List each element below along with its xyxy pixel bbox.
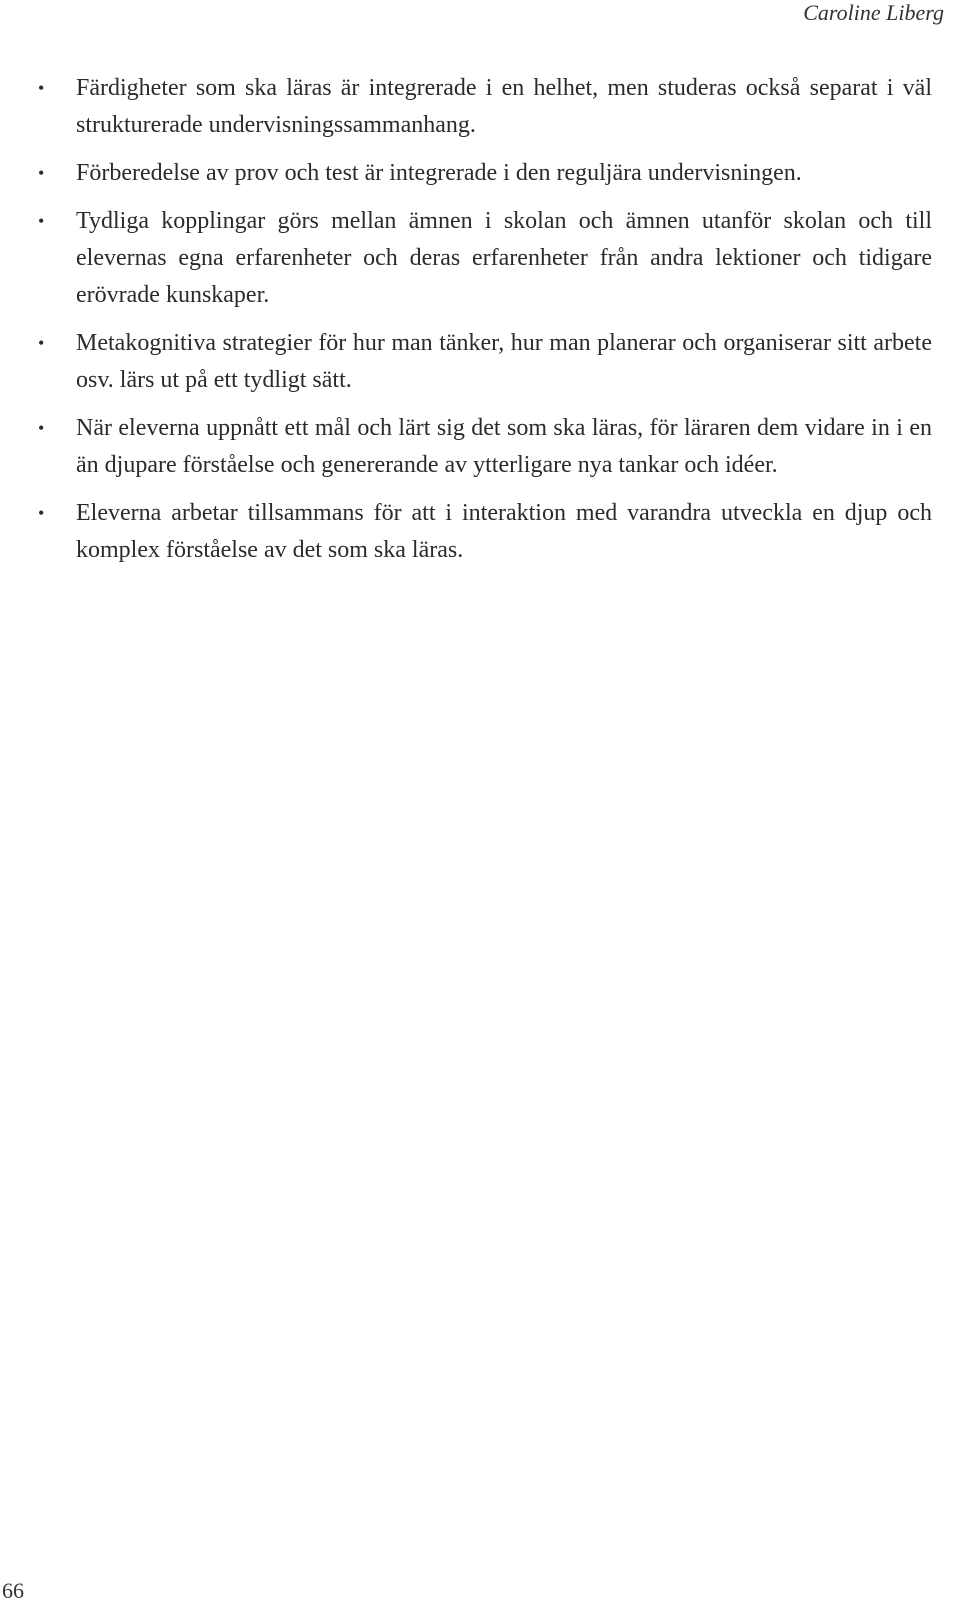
bullet-icon: • [38,211,45,231]
bullet-icon: • [38,333,45,353]
bullet-icon: • [38,503,45,523]
list-item [38,203,932,314]
list-item-text: Metakognitiva strategier för hur man tänker, hur man planerar och organiserar sitt arbete osv. lärs ut på ett tydligt sätt. [76,330,932,393]
list-item [38,495,932,569]
list-item [38,155,932,192]
list-item-text: När eleverna uppnått ett mål och lärt sig det som ska läras, för läraren dem vidare in i en än djupare förståelse och genererande av ytterligare nya tankar och idéer. [76,415,932,478]
list-item [38,410,932,484]
list-item-text: Eleverna arbetar tillsammans för att i interaktion med varandra utveckla en djup och komplex förståelse av det som ska läras. [76,500,932,563]
running-header-author: Caroline Liberg [803,0,944,25]
list-item-text: Färdigheter som ska läras är integrerade i en helhet, men studeras också separat i väl strukturerade undervisningssammanhang. [76,75,932,138]
list-item [38,325,932,399]
bullet-icon: • [38,163,45,183]
bullet-icon: • [38,78,45,98]
list-item [38,70,932,144]
list-item-text: Tydliga kopplingar görs mellan ämnen i skolan och ämnen utanför skolan och till elevernas egna erfarenheter och deras erfarenheter från andra lektioner och tidigare erövrade kunskaper. [76,208,932,308]
list-item-text: Förberedelse av prov och test är integrerade i den reguljära undervisningen. [76,160,802,186]
page-number: 66 [2,1578,24,1603]
bullet-list [38,70,932,580]
bullet-icon: • [38,418,45,438]
